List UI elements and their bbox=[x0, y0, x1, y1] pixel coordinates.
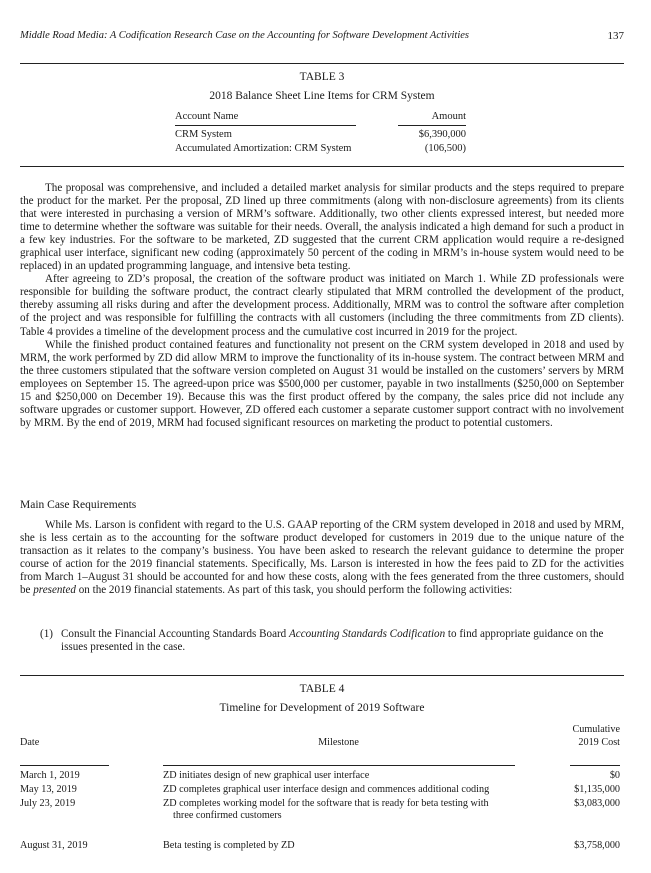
body-paragraph: After agreeing to ZD’s proposal, the creation of the software product was initiated on March 1. While ZD professionals were responsible for building the software product, the contract clearly stipulated that MRM controlled the development of the product, thereby assuming all risks during and after the development process. Additionally, MRM was to control the software after completion of the project and was responsible for fulfilling the contracts with all customers (including the three commitments from ZD clients). Table 4 provides a timeline of the development process and the cumulative cost incurred in 2019 for the project. bbox=[20, 273, 624, 338]
body-paragraph: While the finished product contained features and functionality not present on the CRM system developed in 2018 and used by MRM, the work performed by ZD did allow MRM to improve the functionality of its in-house system. The contract between MRM and the three customers stipulated that the software version completed on August 31 would be installed on the customers’ servers by MRM employees on September 15. The agreed-upon price was $500,000 per customer, payable in two installments ($250,000 on September 15 and $250,000 on December 19). Because this was the first product offered by the company, the sales price did not include any software upgrades or customer support. However, ZD offered each customer a separate customer support contract with no involvement by MRM. By the end of 2019, MRM had focused significant resources on marketing the product to potential customers. bbox=[20, 338, 624, 429]
body-paragraph: The proposal was comprehensive, and included a detailed market analysis for similar products and the steps required to prepare the product for the market. Per the proposal, ZD lined up three commitments (along with non-disclosure agreements) from its clients that were interested in purchasing a version of MRM’s software. Additionally, two other clients expressed interest, but needed more time to determine whether the software was suitable for their needs. Overall, the analysis indicated a high demand for such a product in a few key industries. For the software to be marketed, ZD suggested that the current CRM application would require a re-designed graphical user interface, significant new coding (approximately 50 percent of the coding in MRM’s in-house system would need to be replaced) in an updated programming language, and intensive beta testing. bbox=[20, 182, 624, 273]
table3-account-cell: Accumulated Amortization: CRM System bbox=[175, 143, 352, 154]
table3-amount-cell: (106,500) bbox=[424, 143, 466, 154]
running-head-title: Middle Road Media: A Codification Research Case on the Accounting for Software Development Activities bbox=[20, 30, 469, 41]
table4-cost-cell: $3,083,000 bbox=[574, 798, 620, 809]
table4-col-milestone: Milestone bbox=[318, 737, 359, 748]
requirements-emphasis: presented bbox=[33, 584, 76, 597]
table4-date-cell: May 13, 2019 bbox=[20, 784, 77, 795]
table4-milestone-cell: ZD initiates design of new graphical user interface bbox=[163, 770, 370, 781]
table4-col-cost-line2: 2019 Cost bbox=[578, 737, 620, 748]
table4-title: Timeline for Development of 2019 Software bbox=[219, 702, 425, 714]
table4-label: TABLE 4 bbox=[299, 683, 345, 695]
list-number: (1) bbox=[40, 628, 53, 640]
table4-top-rule bbox=[20, 675, 624, 676]
table4-date-cell: July 23, 2019 bbox=[20, 798, 76, 809]
requirements-text-b: on the 2019 financial statements. As part of this task, you should perform the following activities: bbox=[75, 584, 513, 597]
running-head bbox=[20, 30, 624, 41]
table3-label: TABLE 3 bbox=[299, 71, 345, 83]
list-emphasis: Accounting Standards Codification bbox=[289, 628, 446, 640]
page-number: 137 bbox=[607, 30, 624, 42]
table4-milestone-underline bbox=[163, 765, 515, 766]
table3-col-account: Account Name bbox=[175, 111, 239, 122]
table3-top-rule bbox=[20, 63, 624, 64]
section-heading: Main Case Requirements bbox=[20, 499, 137, 511]
body-text bbox=[20, 182, 624, 430]
table4-col-cost-line1: Cumulative bbox=[572, 724, 620, 735]
list-text bbox=[61, 628, 624, 654]
table4-date-underline bbox=[20, 765, 109, 766]
table3-amount-underline bbox=[398, 125, 466, 126]
table3-col-amount: Amount bbox=[431, 111, 466, 122]
table4-milestone-cell: ZD completes working model for the software that is ready for beta testing with bbox=[163, 798, 489, 809]
list-text-b: to find appropriate guidance on the issues presented in the case. bbox=[61, 628, 604, 654]
table3-bottom-rule bbox=[20, 166, 624, 167]
table4-cost-cell: $0 bbox=[609, 770, 620, 781]
list-item bbox=[40, 628, 624, 654]
table4-date-cell: August 31, 2019 bbox=[20, 840, 88, 851]
table4-milestone-cell: Beta testing is completed by ZD bbox=[163, 840, 295, 851]
journal-page bbox=[20, 0, 624, 873]
table4-cost-cell: $1,135,000 bbox=[574, 784, 620, 795]
table3-header-underline bbox=[175, 125, 356, 126]
table4-milestone-cell-continued: three confirmed customers bbox=[173, 810, 282, 821]
table4-col-date: Date bbox=[20, 737, 40, 748]
table4-date-cell: March 1, 2019 bbox=[20, 770, 80, 781]
table3-title: 2018 Balance Sheet Line Items for CRM System bbox=[209, 90, 435, 102]
table3-amount-cell: $6,390,000 bbox=[418, 129, 466, 140]
requirements-text-a: While Ms. Larson is confident with regard to the U.S. GAAP reporting of the CRM system developed in 2018 and used by MRM, she is less certain as to the accounting for the software product developed for customers in 2019 due to the unique nature of the transaction as it relates to the company’s business. You have been asked to research the relevant guidance to determine the proper course of action for the 2019 financial statements. Specifically, Ms. Larson is interested in how the fees paid to ZD for the activities from March 1–August 31 should be accounted for and how these costs, along with the fees generated from the three customers, should be bbox=[20, 519, 624, 597]
table4-cost-cell: $3,758,000 bbox=[574, 840, 620, 851]
table4-cost-underline bbox=[570, 765, 620, 766]
requirements-text bbox=[20, 519, 624, 597]
table4-milestone-cell: ZD completes graphical user interface design and commences additional coding bbox=[163, 784, 490, 795]
table3-account-cell: CRM System bbox=[175, 129, 232, 140]
list-text-a: Consult the Financial Accounting Standards Board bbox=[61, 628, 290, 640]
requirements-paragraph bbox=[20, 519, 624, 597]
